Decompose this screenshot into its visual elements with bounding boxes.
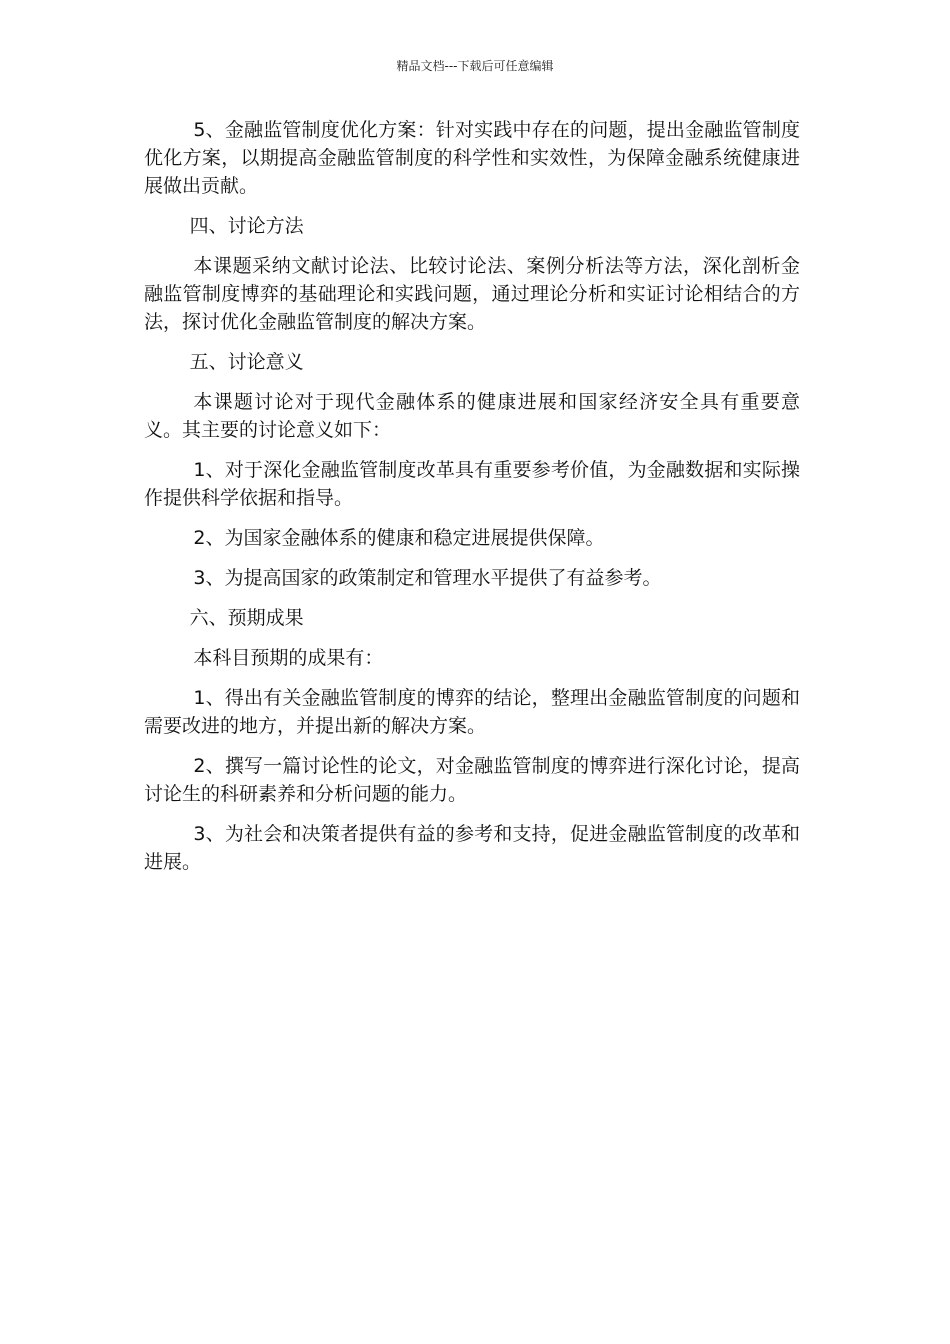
paragraph-methods: 本课题采纳文献讨论法、比较讨论法、案例分析法等方法，深化剖析金融监管制度博弈的基础理论和实践问题，通过理论分析和实证讨论相结合的方法，探讨优化金融监管制度的解决方案。 <box>144 255 800 333</box>
paragraph-significance-2: 2、为国家金融体系的健康和稳定进展提供保障。 <box>193 527 605 549</box>
paragraph-item-5-optimization: 5、金融监管制度优化方案：针对实践中存在的问题，提出金融监管制度优化方案，以期提高金融监管制度的科学性和实效性，为保障金融系统健康进展做出贡献。 <box>144 119 800 197</box>
paragraph-significance-intro: 本课题讨论对于现代金融体系的健康进展和国家经济安全具有重要意义。其主要的讨论意义如下： <box>144 391 800 441</box>
section-heading-outcomes: 六、预期成果 <box>189 607 304 629</box>
paragraph-outcomes-3: 3、为社会和决策者提供有益的参考和支持，促进金融监管制度的改革和进展。 <box>144 823 800 873</box>
document-body <box>144 116 800 888</box>
paragraph-significance-1: 1、对于深化金融监管制度改革具有重要参考价值，为金融数据和实际操作提供科学依据和指导。 <box>144 459 800 509</box>
section-heading-methods: 四、讨论方法 <box>189 215 304 237</box>
paragraph-significance-3: 3、为提高国家的政策制定和管理水平提供了有益参考。 <box>193 567 662 589</box>
section-heading-significance: 五、讨论意义 <box>189 351 304 373</box>
paragraph-outcomes-1: 1、得出有关金融监管制度的博弈的结论，整理出金融监管制度的问题和需要改进的地方，并提出新的解决方案。 <box>144 687 800 737</box>
paragraph-outcomes-intro: 本科目预期的成果有： <box>193 647 384 669</box>
paragraph-outcomes-2: 2、撰写一篇讨论性的论文，对金融监管制度的博弈进行深化讨论，提高讨论生的科研素养和分析问题的能力。 <box>144 755 800 805</box>
page-header: 精品文档---下载后可任意编辑 <box>396 59 554 73</box>
